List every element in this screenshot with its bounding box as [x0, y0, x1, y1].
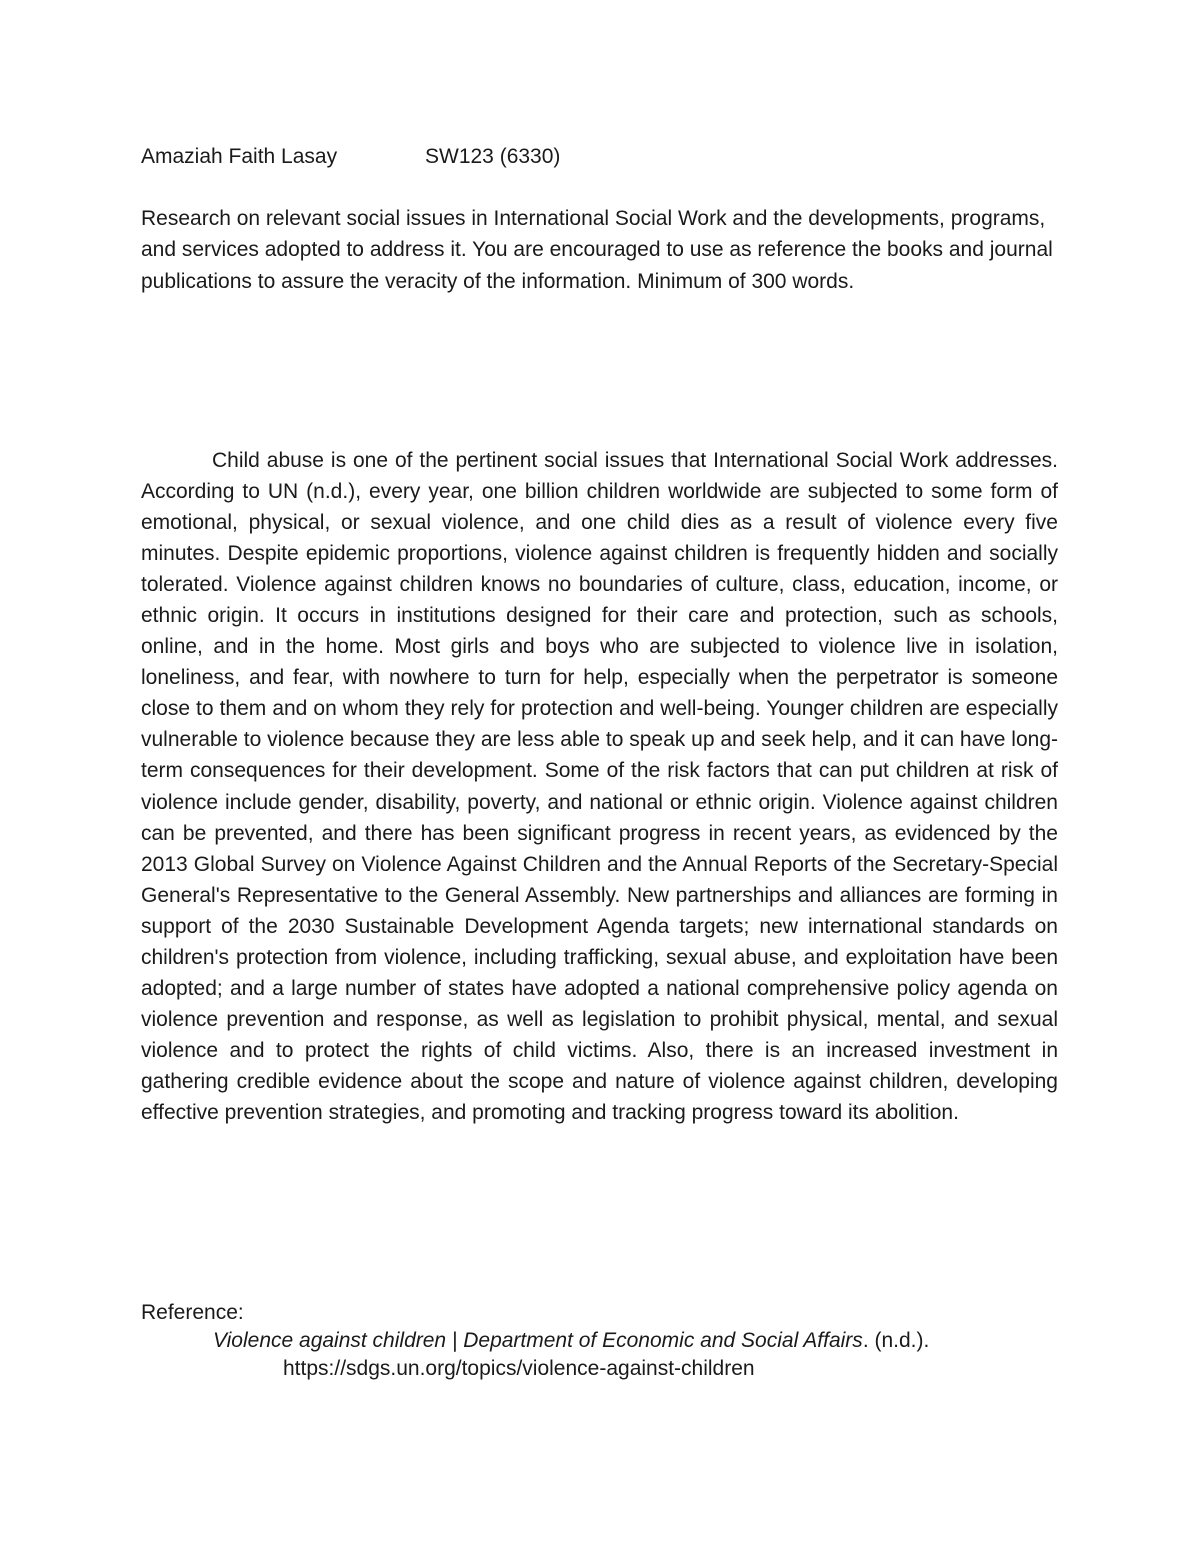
header-line [141, 143, 561, 171]
assignment-prompt: Research on relevant social issues in International Social Work and the developments, programs, and services adopted to address it. You are encouraged to use as reference the books and journal publications to assure the veracity of the information. Minimum of 300 words. [141, 207, 1053, 293]
course-code: SW123 (6330) [425, 145, 561, 168]
reference-date: . (n.d.). [862, 1329, 930, 1352]
essay-body: Child abuse is one of the pertinent social issues that International Social Work addresses. According to UN (n.d.), every year, one billion children worldwide are subjected to some form of emotional, physical, or sexual violence, and one child dies as a result of violence every five minutes. Despite epidemic proportions, violence against children is frequently hidden and socially tolerated. Violence against children knows no boundaries of culture, class, education, income, or ethnic origin. It occurs in institutions designed for their care and protection, such as schools, online, and in the home. Most girls and boys who are subjected to violence live in isolation, loneliness, and fear, with nowhere to turn for help, especially when the perpetrator is someone close to them and on whom they rely for protection and well-being. Younger children are especially vulnerable to violence because they are less able to speak up and seek help, and it can have long-term consequences for their development. Some of the risk factors that can put children at risk of violence include gender, disability, poverty, and national or ethnic origin. Violence against children can be prevented, and there has been significant progress in recent years, as evidenced by the 2013 Global Survey on Violence Against Children and the Annual Reports of the Secretary-Special General's Representative to the General Assembly. New partnerships and alliances are forming in support of the 2030 Sustainable Development Agenda targets; new international standards on children's protection from violence, including trafficking, sexual abuse, and exploitation have been adopted; and a large number of states have adopted a national comprehensive policy agenda on violence prevention and response, as well as legislation to prohibit physical, mental, and sexual violence and to protect the rights of child victims. Also, there is an increased investment in gathering credible evidence about the scope and nature of violence against children, developing effective prevention strategies, and promoting and tracking progress toward its abolition. [141, 449, 1058, 1124]
reference-heading: Reference: [141, 1301, 244, 1324]
reference-title: Violence against children | Department of Economic and Social Affairs [213, 1329, 863, 1352]
reference-entry [213, 1327, 1073, 1355]
author-name: Amaziah Faith Lasay [141, 145, 338, 168]
reference-url: https://sdgs.un.org/topics/violence-against-children [283, 1357, 755, 1380]
